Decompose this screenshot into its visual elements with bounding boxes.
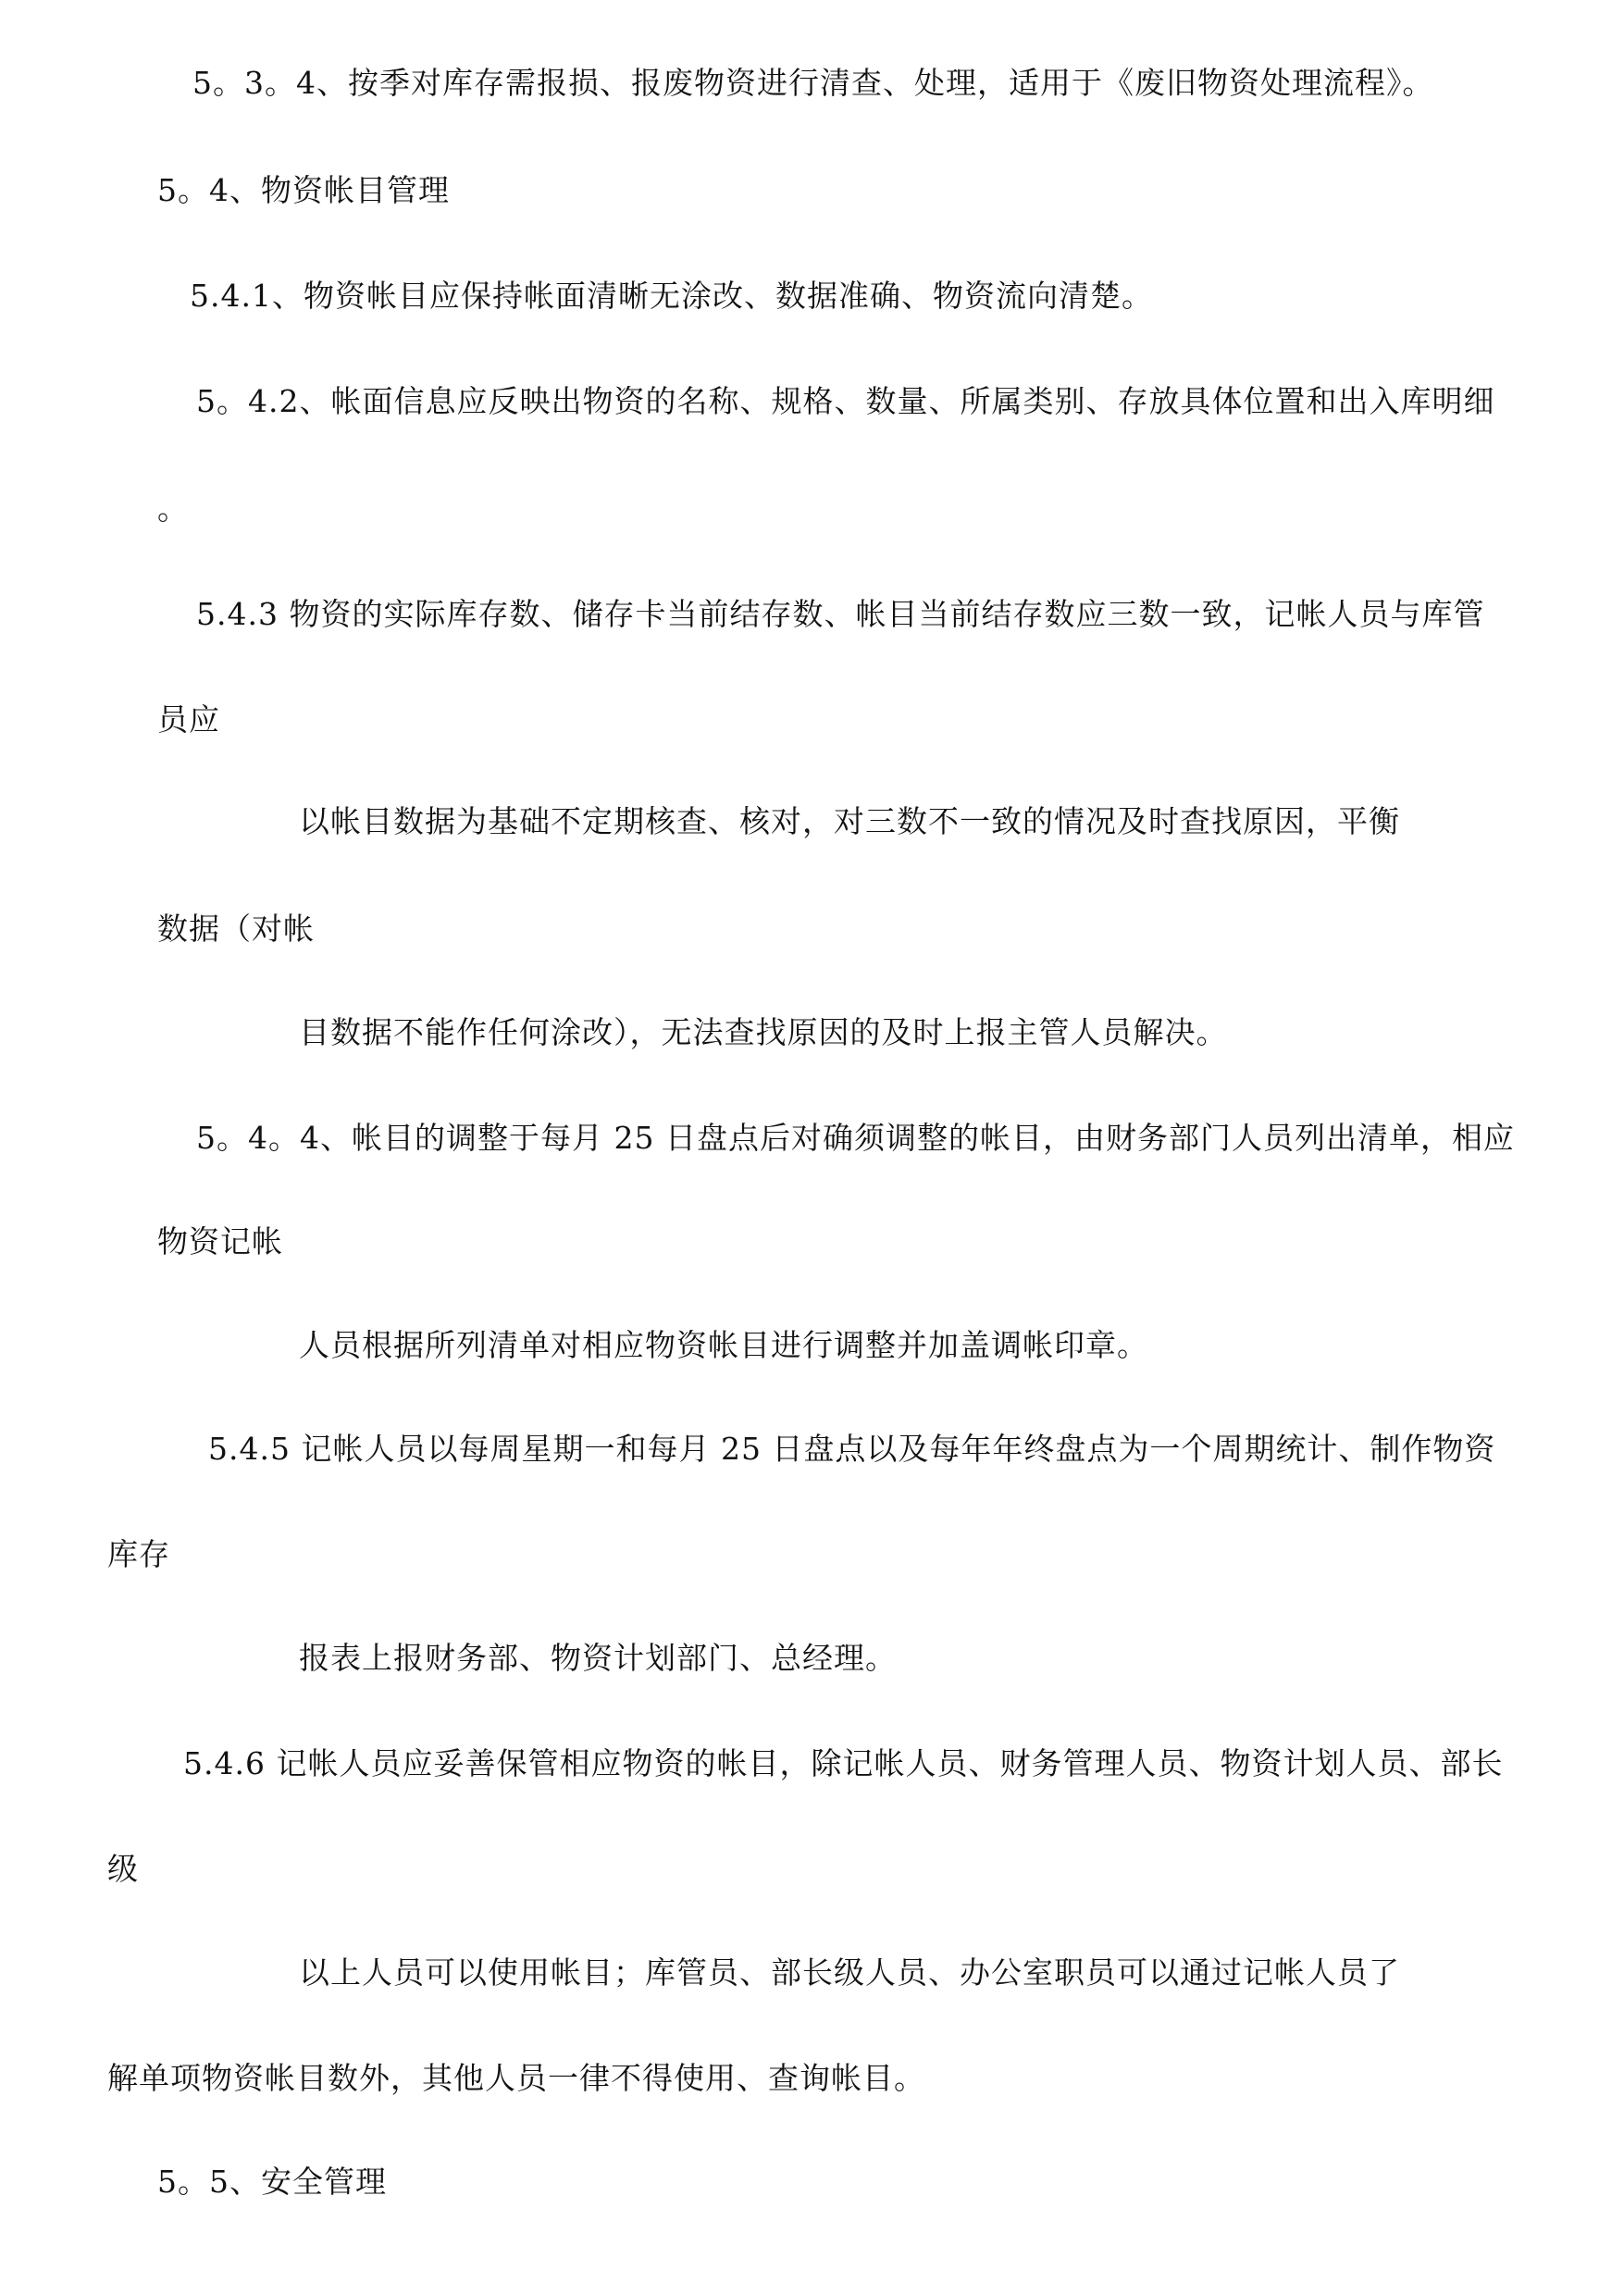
paragraph-5-4-6-line-2: 级 [107,1851,139,1887]
paragraph-5-4-6-line-4: 解单项物资帐目数外，其他人员一律不得使用、查询帐目。 [107,2060,925,2096]
paragraph-5-4-5: 5.4.5 记帐人员以每周星期一和每月 25 日盘点以及每年年终盘点为一个周期统计、制作物资 [208,1431,1496,1467]
paragraph-5-4-4: 5。4。4、帐目的调整于每月 25 日盘点后对确须调整的帐目，由财务部门人员列出清单，相应 [196,1120,1515,1156]
paragraph-5-4-1: 5.4.1、物资帐目应保持帐面清晰无涂改、数据准确、物资流向清楚。 [190,278,1153,314]
heading-5-5: 5。5、安全管理 [157,2164,387,2200]
paragraph-5-4-3-line-2: 员应 [157,701,220,738]
paragraph-5-3-4: 5。3。4、按季对库存需报损、报废物资进行清查、处理，适用于《废旧物资处理流程》。 [192,65,1434,101]
paragraph-5-4-4-line-2: 物资记帐 [157,1223,283,1259]
paragraph-5-4-4-line-3: 人员根据所列清单对相应物资帐目进行调整并加盖调帐印章。 [299,1327,1148,1363]
paragraph-5-4-2: 5。4.2、帐面信息应反映出物资的名称、规格、数量、所属类别、存放具体位置和出入库明细 [196,383,1495,419]
paragraph-5-4-3-line-3: 以帐目数据为基础不定期核查、核对，对三数不一致的情况及时查找原因，平衡 [299,803,1400,839]
heading-5-4: 5。4、物资帐目管理 [157,172,450,208]
paragraph-5-4-6: 5.4.6 记帐人员应妥善保管相应物资的帐目，除记帐人员、财务管理人员、物资计划人员、部长 [183,1745,1504,1781]
paragraph-5-4-5-line-2: 库存 [107,1536,170,1572]
paragraph-5-4-6-line-3: 以上人员可以使用帐目；库管员、部长级人员、办公室职员可以通过记帐人员了 [299,1954,1400,1991]
paragraph-5-4-3-line-4: 数据（对帐 [157,911,315,947]
paragraph-5-4-2-end: 。 [157,490,189,527]
paragraph-5-4-3-line-5: 目数据不能作任何涂改），无法查找原因的及时上报主管人员解决。 [299,1014,1228,1050]
paragraph-5-4-3: 5.4.3 物资的实际库存数、储存卡当前结存数、帐目当前结存数应三数一致，记帐人员与库管 [196,596,1485,632]
paragraph-5-4-5-line-3: 报表上报财务部、物资计划部门、总经理。 [299,1640,897,1676]
